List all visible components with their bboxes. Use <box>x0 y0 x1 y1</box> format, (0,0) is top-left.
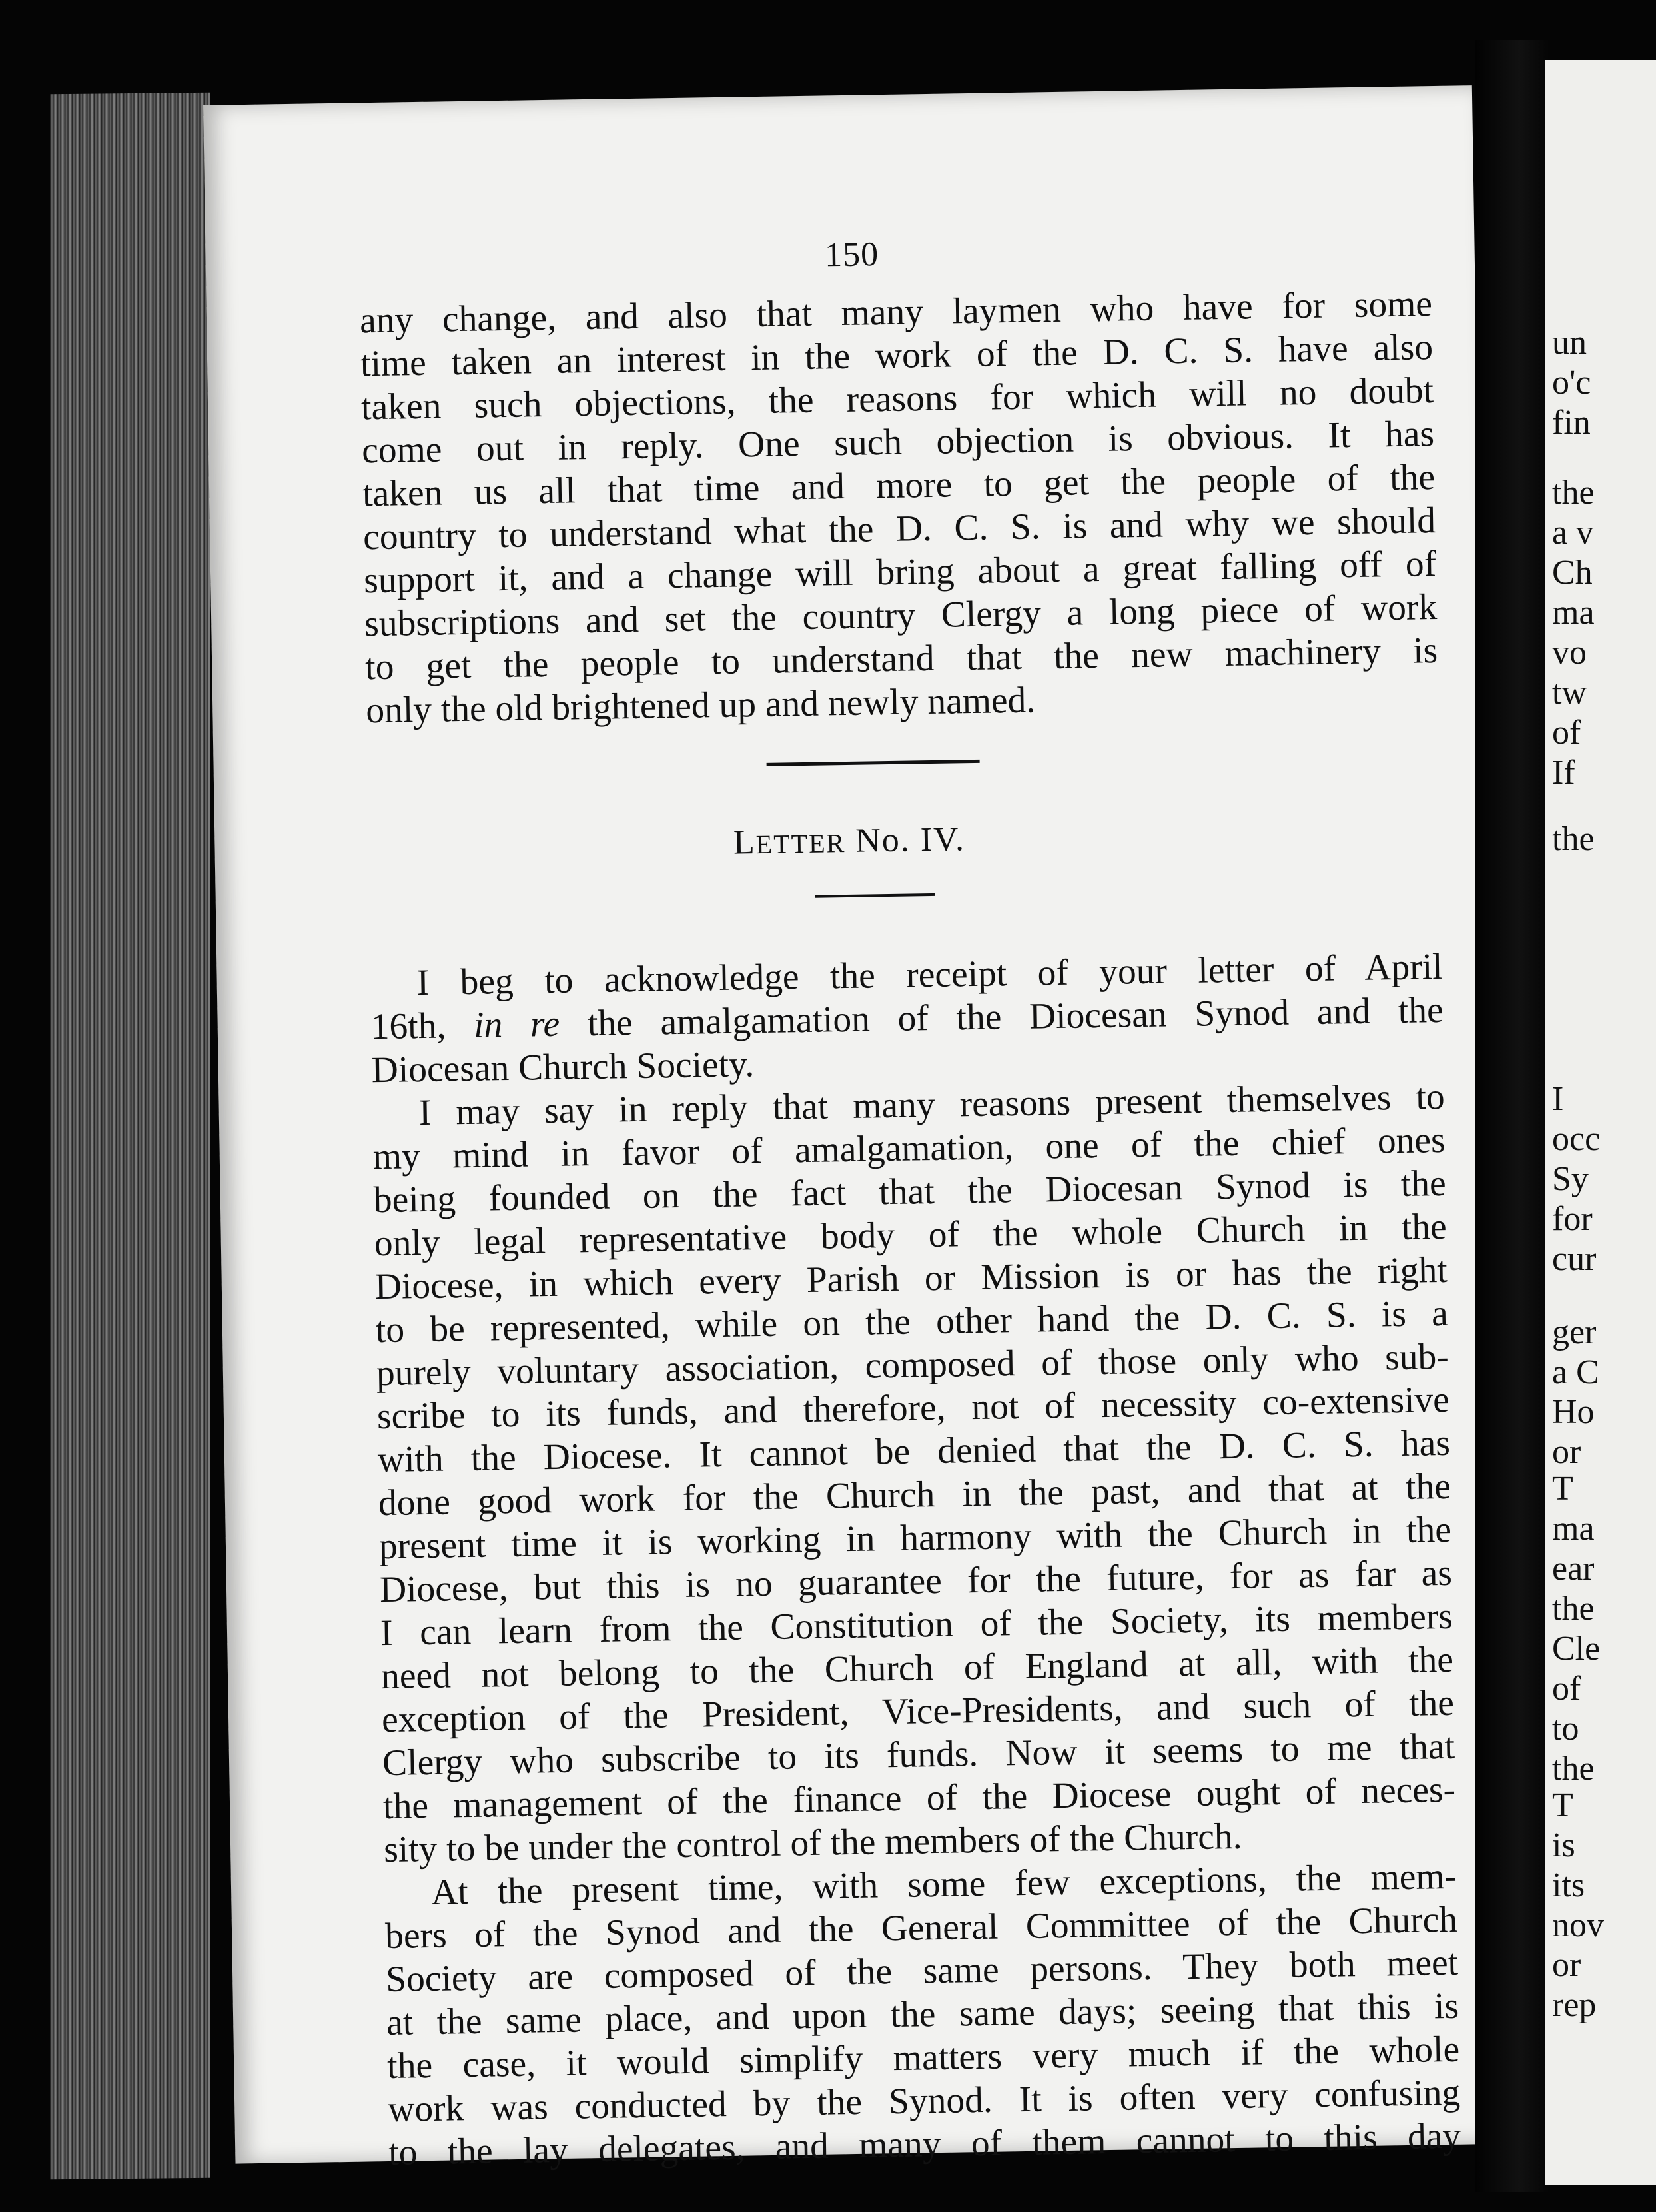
italic-phrase: in re <box>473 1003 560 1046</box>
text-line: exception of the President, Vice-Presidents, and such of the <box>381 1682 1455 1741</box>
text-line: need not belong to the Church of England at all, with the <box>380 1639 1454 1698</box>
line-rest: the amalgamation of the Diocesan Synod and the <box>587 989 1444 1045</box>
text-fragment: a C <box>1552 1353 1599 1391</box>
text-line: Diocese, in which every Parish or Mission is or has the right <box>374 1249 1448 1308</box>
text-line: Clergy who subscribe to its funds. Now it seems to me that <box>382 1726 1455 1784</box>
text-line: to be represented, while on the other hand the D. C. S. is a <box>375 1293 1449 1351</box>
text-fragment: or <box>1552 1433 1581 1471</box>
text-line: being founded on the fact that the Diocesan Synod is the <box>373 1163 1447 1221</box>
text-fragment: Ho <box>1552 1393 1595 1431</box>
text-line: the case, it would simplify matters very much if the whole <box>386 2029 1460 2087</box>
heading-underline-rule <box>815 893 935 898</box>
text-fragment: the <box>1552 820 1595 858</box>
text-line: my mind in favor of amalgamation, one of the chief ones <box>372 1119 1446 1178</box>
text-line: bers of the Synod and the General Committee of the Church <box>384 1899 1458 1957</box>
text-fragment: ma <box>1552 1510 1595 1548</box>
heading-number: No. IV. <box>855 820 966 860</box>
text-fragment: cur <box>1552 1240 1597 1278</box>
text-fragment: a v <box>1552 514 1594 552</box>
text-fragment: or <box>1552 1946 1581 1984</box>
text-fragment: un <box>1552 324 1587 362</box>
text-line: country to understand what the D. C. S. is and why we should <box>362 500 1436 558</box>
text-line: the management of the finance of the Diocese ought of neces- <box>382 1769 1456 1828</box>
text-fragment: fin <box>1552 404 1591 442</box>
text-fragment: the <box>1552 1750 1595 1788</box>
text-line: I can learn from the Constitution of the Society, its members <box>380 1596 1453 1654</box>
text-fragment: is <box>1552 1826 1575 1864</box>
text-fragment: o'c <box>1552 364 1591 402</box>
text-line: with the Diocese. It cannot be denied that the D. C. S. has <box>377 1422 1451 1481</box>
text-line: come out in reply. One such objection is obvious. It has <box>361 414 1435 472</box>
text-fragment: of <box>1552 1670 1581 1708</box>
text-line: I beg to acknowledge the receipt of your letter of April <box>416 946 1444 1004</box>
text-fragment: Sy <box>1552 1160 1589 1198</box>
text-fragment: T <box>1552 1786 1573 1824</box>
text-line: to get the people to understand that the new machinery is <box>364 630 1438 688</box>
book-gutter <box>1475 40 1549 2192</box>
text-fragment: ear <box>1552 1550 1595 1588</box>
text-line: taken such objections, the reasons for which will no doubt <box>360 370 1434 428</box>
text-fragment: to <box>1552 1710 1579 1748</box>
text-fragment: ger <box>1552 1313 1597 1351</box>
text-fragment: T <box>1552 1470 1573 1508</box>
text-line: scribe to its funds, and therefore, not of necessity co-extensive <box>376 1379 1450 1438</box>
text-fragment: the <box>1552 474 1595 512</box>
text-line: Diocesan Church Society. <box>371 1044 755 1091</box>
right-page-edge <box>1545 60 1656 2185</box>
heading-smallcaps: ETTER <box>755 828 846 860</box>
text-line: at the same place, and upon the same days; seeing that this is <box>386 1985 1459 2044</box>
letter-body <box>370 945 1461 2175</box>
text-line: support it, and a change will bring about a great falling off of <box>363 544 1437 602</box>
text-line: present time it is working in harmony with the Church in the <box>378 1509 1452 1568</box>
text-line: only the old brightened up and newly named. <box>365 680 1036 732</box>
left-page <box>203 85 1504 2174</box>
text-line: taken us all that time and more to get the people of the <box>362 457 1436 515</box>
text-line: subscriptions and set the country Clergy a long piece of work <box>364 587 1438 645</box>
section-divider-rule <box>767 760 980 766</box>
text-line: At the present time, with some few exceptions, the mem- <box>430 1856 1457 1913</box>
text-fragment: its <box>1552 1866 1585 1904</box>
text-fragment: tw <box>1552 674 1587 712</box>
text-fragment: occ <box>1552 1120 1601 1158</box>
letter-heading <box>214 812 1484 871</box>
text-fragment: vo <box>1552 634 1587 672</box>
text-line: work was conducted by the Synod. It is often very confusing <box>387 2072 1461 2131</box>
date-text: 16th, <box>370 1005 446 1048</box>
heading-initial: L <box>733 824 757 862</box>
text-line: Society are composed of the same persons. They both meet <box>385 1942 1459 2001</box>
text-line: purely voluntary association, composed of those only who sub- <box>376 1336 1449 1394</box>
text-line: Diocese, but this is no guarantee for the future, for as far as <box>379 1552 1453 1611</box>
page-number: 150 <box>824 235 879 275</box>
text-fragment: of <box>1552 714 1581 752</box>
text-fragment: the <box>1552 1590 1595 1628</box>
text-fragment: ma <box>1552 594 1595 632</box>
text-fragment: nov <box>1552 1906 1604 1944</box>
page-edge-stack <box>50 93 210 2180</box>
text-line: any change, and also that many laymen who have for some <box>359 284 1433 342</box>
text-fragment: I <box>1552 1080 1564 1118</box>
text-fragment: If <box>1552 754 1575 792</box>
text-fragment: Ch <box>1552 554 1593 592</box>
text-line: sity to be under the control of the members of the Church. <box>383 1816 1242 1871</box>
text-fragment: rep <box>1552 1986 1597 2024</box>
text-line: only legal representative body of the whole Church in the <box>374 1206 1448 1265</box>
text-fragment: Cle <box>1552 1630 1601 1668</box>
text-line: to the lay delegates, and many of them cannot to this day <box>388 2115 1461 2174</box>
text-line: done good work for the Church in the past, and that at the <box>378 1466 1451 1524</box>
paragraph-continued <box>360 282 1439 732</box>
text-fragment: for <box>1552 1200 1593 1238</box>
text-line: I may say in reply that many reasons present themselves to <box>418 1076 1446 1134</box>
text-line: time taken an interest in the work of the D. C. S. have also <box>360 327 1434 385</box>
